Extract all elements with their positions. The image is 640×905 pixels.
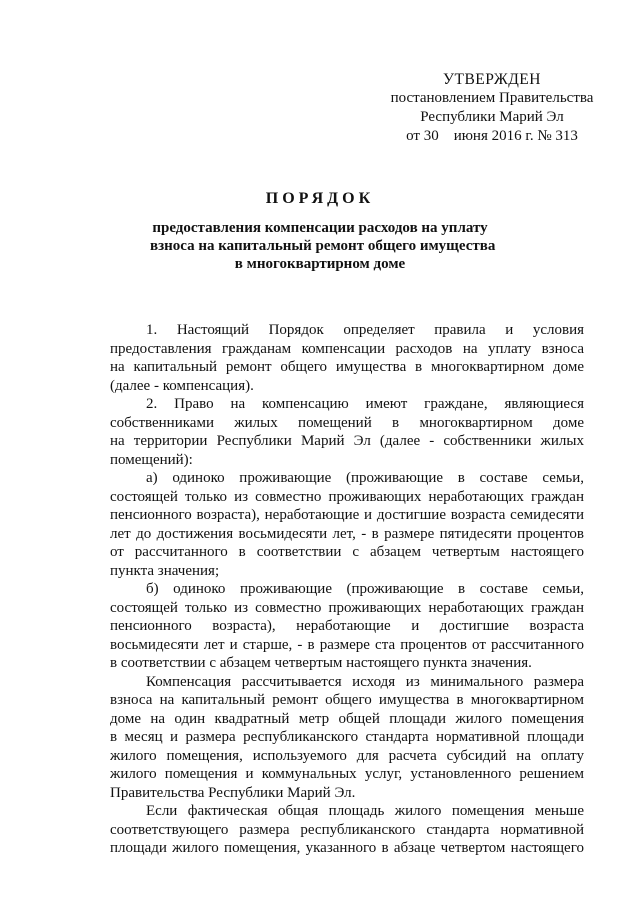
paragraph-2-line: на территории Республики Марий Эл (далее - собственники жилых: [110, 433, 584, 449]
paragraph-compensation-line: Компенсация рассчитывается исходя из минимального размера: [146, 673, 584, 690]
paragraph-compensation-line: жилого помещения, используемого для расчета субсидий на оплату: [110, 747, 584, 764]
paragraph-area-line: Если фактическая общая площадь жилого помещения меньше: [146, 803, 584, 819]
approval-line-3: от 30 июня 2016 г. № 313: [406, 128, 578, 144]
item-b-line: в соответствии с абзацем четвертым настоящего пункта значения.: [110, 655, 532, 671]
subtitle-line-3: в многоквартирном доме: [234, 256, 406, 272]
item-a-line: пенсионного возраста), неработающие и достигшие возраста семидесяти: [110, 507, 584, 523]
item-a-line: от рассчитанного в соответствии с абзацем четвертым настоящего: [110, 544, 584, 560]
item-b-line: восьмидесяти лет и старше, - в размере ста процентов от рассчитанного: [110, 636, 584, 653]
item-b-line: состоящей только из совместно проживающих неработающих граждан: [110, 599, 584, 616]
paragraph-1-line: предоставления гражданам компенсации расходов на уплату взноса: [110, 340, 584, 357]
subtitle-line-1: предоставления компенсации расходов на уплату: [152, 220, 488, 236]
approval-stamp: [372, 70, 612, 146]
document-title: ПОРЯДОК: [265, 190, 375, 207]
item-a-line: лет до достижения восьмидесяти лет, - в размере пятидесяти процентов: [110, 525, 584, 542]
paragraph-compensation-line: доме на один квадратный метр общей площади жилого помещения: [110, 710, 584, 727]
paragraph-2-line: помещений):: [110, 451, 193, 468]
paragraph-compensation-line: взноса на капитальный ремонт общего имущества в многоквартирном: [110, 692, 584, 708]
item-b-line: б) одиноко проживающие (проживающие в составе семьи,: [146, 581, 584, 597]
approval-title: УТВЕРЖДЕН: [443, 71, 541, 88]
document-subtitle: [150, 219, 496, 273]
paragraph-1-line: (далее - компенсация).: [110, 377, 254, 394]
paragraph-area-line: площади жилого помещения, указанного в абзаце четвертом настоящего: [110, 840, 584, 856]
document-body: [110, 321, 584, 858]
paragraph-2-line: собственниками жилых помещений в многоквартирном доме: [110, 414, 584, 431]
item-a-line: а) одиноко проживающие (проживающие в составе семьи,: [146, 470, 584, 486]
paragraph-compensation-line: жилого помещения и коммунальных услуг, установленного решением: [110, 766, 584, 782]
paragraph-compensation-line: в месяц и размера республиканского стандарта нормативной площади: [110, 729, 584, 745]
subtitle-line-2: взноса на капитальный ремонт общего имущества: [150, 238, 496, 254]
approval-line-2: Республики Марий Эл: [420, 109, 564, 125]
paragraph-1-line: 1. Настоящий Порядок определяет правила и условия: [146, 322, 584, 338]
item-a-line: состоящей только из совместно проживающих неработающих граждан: [110, 488, 584, 505]
item-a-line: пункта значения;: [110, 562, 220, 579]
paragraph-area-line: соответствующего размера республиканского стандарта нормативной: [110, 821, 584, 838]
item-b-line: пенсионного возраста), неработающие и достигшие возраста: [110, 618, 584, 634]
paragraph-compensation-line: Правительства Республики Марий Эл.: [110, 784, 356, 801]
paragraph-1-line: на капитальный ремонт общего имущества в многоквартирном доме: [110, 359, 584, 375]
approval-line-1: постановлением Правительства: [390, 90, 594, 106]
paragraph-2-line: 2. Право на компенсацию имеют граждане, являющиеся: [146, 396, 584, 412]
